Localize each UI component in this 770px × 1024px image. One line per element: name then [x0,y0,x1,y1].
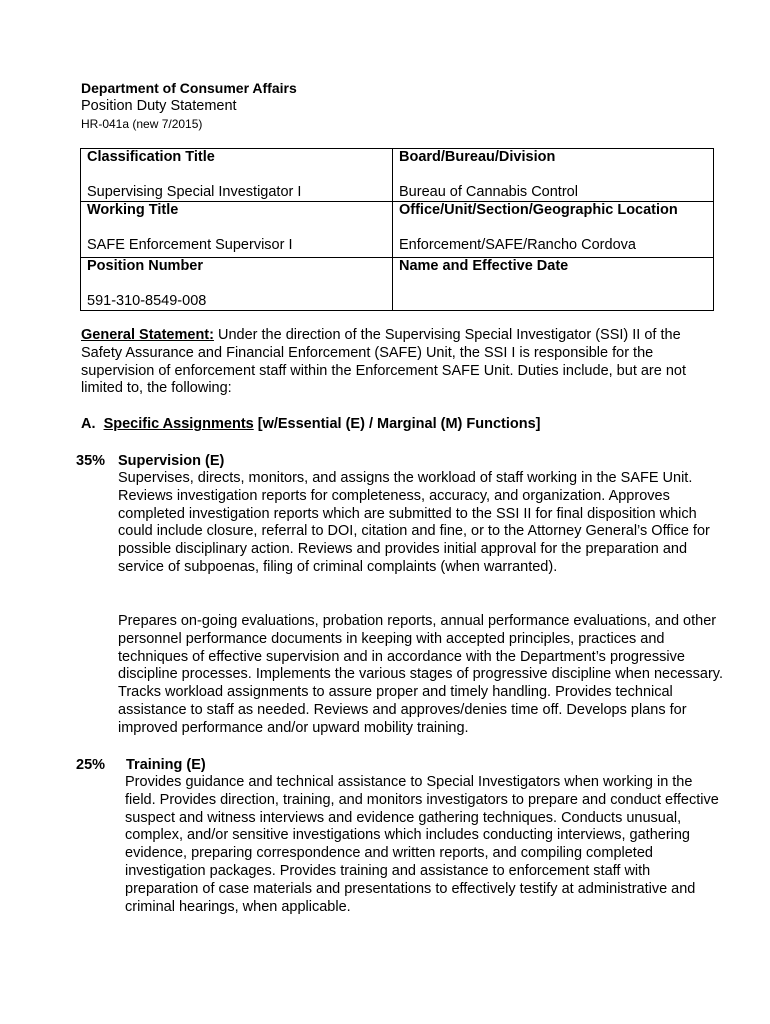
duty-paragraph [125,774,725,916]
classification-title-value: Supervising Special Investigator I [87,184,302,200]
duty-heading-supervision [76,453,224,469]
position-number-value: 591-310-8549-008 [87,293,207,309]
table-row [81,202,714,258]
duty-text: Supervises, directs, monitors, and assigns the workload of staff working in the SAFE Unit. Reviews investigation reports for completeness, accuracy, and organization. Approves completed investigation reports which are submitted to the SSI II for final disposition which could include closure, referral to DOI, citation and fine, or to the Attorney General’s Office for possible disciplinary action. Reviews and provides initial approval for the preparation and service of subpoenas, filing of criminal complaints (when warranted). [118,470,710,575]
board-cell [393,149,714,202]
table-row [81,258,714,311]
duty-title: Training (E) [126,757,206,773]
form-number: HR-041a (new 7/2015) [81,117,203,131]
name-date-cell [393,258,714,311]
duty-text: Prepares on-going evaluations, probation reports, annual performance evaluations, and other personnel performance documents in keeping with accepted principles, practices and techniques of effective supervision and in accordance with the Department’s progressive discipline processes. Implements the various stages of progressive discipline when necessary. Tracks workload assignments to assure proper and timely handling. Provides technical assistance to staff as needed. Reviews and approves/denies time off. Develops plans for improved performance and/or upward mobility training. [118,613,723,736]
section-a-prefix: A. [81,416,96,432]
name-date-label: Name and Effective Date [399,258,569,274]
general-statement [81,327,721,398]
board-value: Bureau of Cannabis Control [399,184,578,200]
general-statement-lead: General Statement: [81,327,214,343]
board-label: Board/Bureau/Division [399,149,556,165]
general-statement-text: Under the direction of the Supervising Special Investigator (SSI) II of the Safety Assurance and Financial Enforcement (SAFE) Unit, the SSI I is responsible for the supervision of enforcement staff within the Enforcement SAFE Unit. Duties include, but are not limited to, the following: [81,327,687,397]
position-number-cell [81,258,393,311]
position-info-table [80,148,714,311]
working-title-value: SAFE Enforcement Supervisor I [87,237,293,253]
section-a-heading [81,416,541,432]
document-title: Position Duty Statement [81,98,237,114]
working-title-cell [81,202,393,258]
duty-paragraph [118,470,728,577]
duty-title: Supervision (E) [118,453,225,469]
duty-paragraph [118,613,728,738]
position-number-label: Position Number [87,258,204,274]
office-cell [393,202,714,258]
section-a-suffix: [w/Essential (E) / Marginal (M) Functions] [253,416,541,432]
working-title-label: Working Title [87,202,179,218]
classification-title-cell [81,149,393,202]
duty-percent: 35% [76,453,106,469]
duty-heading-training [76,757,206,773]
table-row [81,149,714,202]
duty-percent: 25% [76,757,106,773]
classification-title-label: Classification Title [87,149,215,165]
section-a-title: Specific Assignments [103,416,254,432]
duty-text: Provides guidance and technical assistance to Special Investigators when working in the field. Provides direction, training, and monitors investigators to prepare and conduct effective suspect and witness interviews and evidence gathering techniques. Conducts unusual, complex, and/or sensitive investigations which includes conducting interviews, gathering evidence, preparing correspondence and written reports, and compiling completed investigation packages. Provides training and assistance to enforcement staff with preparation of case materials and presentations to effectively testify at administrative and criminal hearings, when applicable. [125,774,719,915]
office-label: Office/Unit/Section/Geographic Location [399,202,678,218]
department-name: Department of Consumer Affairs [81,80,297,96]
office-value: Enforcement/SAFE/Rancho Cordova [399,237,636,253]
